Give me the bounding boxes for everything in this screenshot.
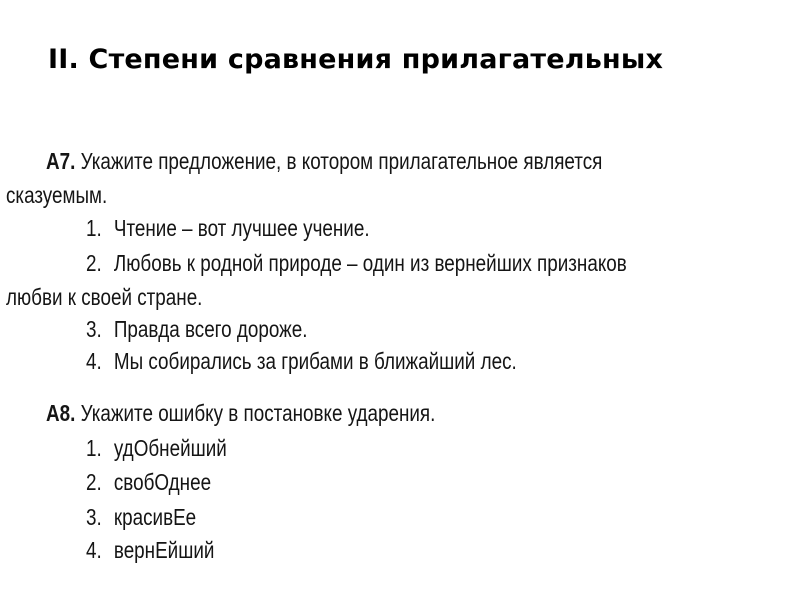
question-a7-option-2 [86, 248, 627, 278]
question-a7-option-2-continuation: любви к своей стране. [6, 284, 203, 310]
option-number: 3. [86, 504, 102, 530]
question-a7-option-4 [86, 346, 517, 376]
question-a8-option-2 [86, 467, 211, 497]
question-a7-option-1 [86, 213, 370, 243]
question-a7-prompt-continuation: сказуемым. [6, 182, 108, 208]
question-a7-number: А7. [46, 148, 76, 174]
option-number: 1. [86, 435, 102, 461]
option-text: Правда всего дороже. [113, 316, 308, 342]
option-text: удОбнейший [113, 435, 227, 461]
option-number: 3. [86, 316, 102, 342]
question-a7-text: Укажите предложение, в котором прилагательное является [80, 148, 603, 174]
question-a7-prompt [46, 146, 602, 176]
option-number: 2. [86, 250, 102, 276]
question-a8-option-3 [86, 502, 196, 532]
question-a7-option-3 [86, 314, 307, 344]
question-a8-option-4 [86, 535, 214, 565]
option-text: Чтение – вот лучшее учение. [113, 215, 370, 241]
section-heading: II. Степени сравнения прилагательных [48, 44, 664, 75]
option-text: свобОднее [113, 469, 212, 495]
question-a8-prompt [46, 398, 435, 428]
option-text: Мы собирались за грибами в ближайший лес. [113, 348, 517, 374]
option-text: красивЕе [113, 504, 197, 530]
option-text: вернЕйший [113, 537, 215, 563]
question-a8-option-1 [86, 433, 227, 463]
option-number: 4. [86, 537, 102, 563]
question-a8-number: А8. [46, 400, 76, 426]
option-number: 2. [86, 469, 102, 495]
option-text: Любовь к родной природе – один из вернейших признаков [113, 250, 627, 276]
option-number: 4. [86, 348, 102, 374]
question-a8-text: Укажите ошибку в постановке ударения. [80, 400, 436, 426]
option-number: 1. [86, 215, 102, 241]
